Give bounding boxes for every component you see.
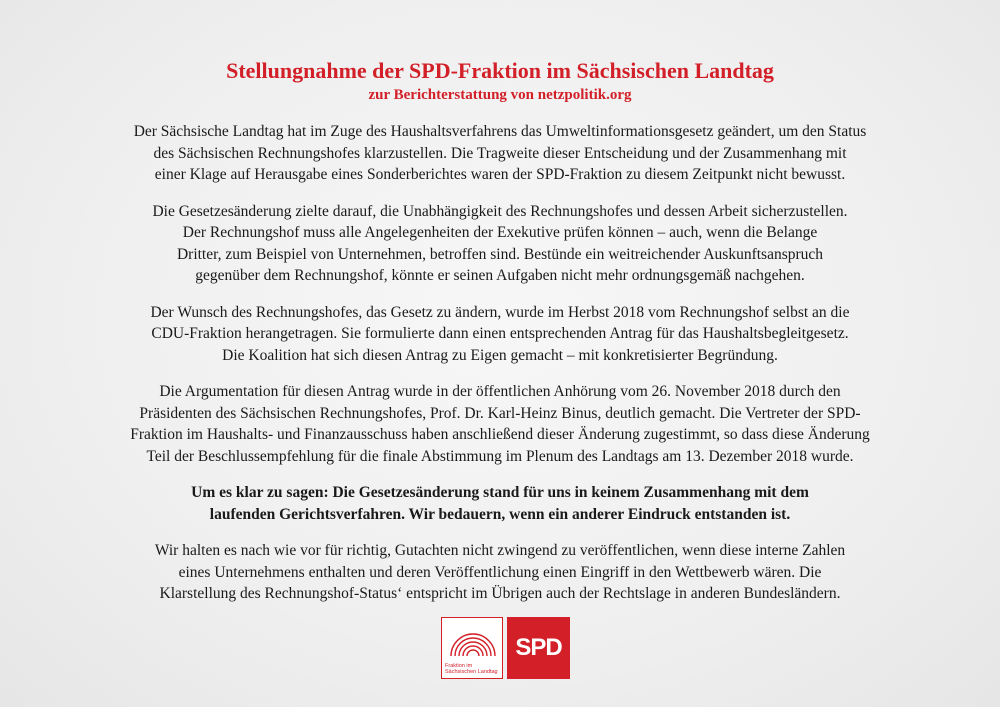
- spd-logo: SPD: [507, 617, 570, 679]
- paragraph-6: [70, 540, 930, 605]
- logo-group: [441, 617, 571, 681]
- text-line: laufenden Gerichtsverfahren. Wir bedauern, wenn ein anderer Eindruck entstanden ist.: [209, 505, 791, 523]
- text-line: Die Gesetzesänderung zielte darauf, die Unabhängigkeit des Rechnungshofes und dessen Arbeit sicherzustellen.: [152, 202, 848, 220]
- text-line: Wir halten es nach wie vor für richtig, Gutachten nicht zwingend zu veröffentlichen, wenn diese interne Zahlen: [154, 542, 846, 559]
- text-line: Der Wunsch des Rechnungshofes, das Gesetz zu ändern, wurde im Herbst 2018 vom Rechnungshof selbst an die: [150, 303, 850, 321]
- text-line: Der Sächsische Landtag hat im Zuge des Haushaltsverfahrens das Umweltinformationsgesetz geändert, um den Status: [133, 123, 867, 140]
- text-line: Die Koalition hat sich diesen Antrag zu Eigen gemacht – mit konkretisierter Begründung.: [222, 346, 778, 364]
- statement-body: [70, 121, 930, 620]
- text-line: Um es klar zu sagen: Die Gesetzesänderung stand für uns in keinem Zusammenhang mit dem: [191, 484, 809, 501]
- paragraph-3: [70, 302, 930, 367]
- paragraph-1: [70, 121, 930, 186]
- text-line: des Sächsischen Rechnungshofes klarzustellen. Die Tragweite dieser Entscheidung und der Zusammenhang mit: [153, 144, 847, 162]
- fraktion-logo-line2: Sächsischen Landtag: [445, 669, 498, 675]
- fraktion-logo-text: [445, 663, 501, 675]
- text-line: Präsidenten des Sächsischen Rechnungshofes, Prof. Dr. Karl-Heinz Binus, deutlich gemacht. Die Vertreter der SPD-: [139, 404, 861, 422]
- fraktion-logo: [441, 617, 503, 679]
- text-line: Fraktion im Haushalts- und Finanzausschuss haben anschließend dieser Änderung zugestimmt, so dass diese Änderung: [130, 426, 870, 443]
- page-subtitle: zur Berichterstattung von netzpolitik.org: [368, 87, 632, 103]
- text-line: Die Argumentation für diesen Antrag wurde in der öffentlichen Anhörung vom 26. November 2018 durch den: [159, 383, 841, 400]
- text-line: CDU-Fraktion herangetragen. Sie formulierte dann einen entsprechenden Antrag für das Haushaltsbegleitgesetz.: [151, 325, 849, 342]
- paragraph-5-emphasis: [70, 482, 930, 525]
- paragraph-4: [70, 381, 930, 467]
- paragraph-2: [70, 201, 930, 287]
- parliament-arch-icon: [448, 622, 498, 658]
- text-line: gegenüber dem Rechnungshof, könnte er seinen Aufgaben nicht mehr ordnungsgemäß nachgehen.: [195, 267, 805, 284]
- text-line: einer Klage auf Herausgabe eines Sonderberichtes waren der SPD-Fraktion zu diesem Zeitpunkt nicht bewusst.: [154, 166, 846, 183]
- page-title: Stellungnahme der SPD-Fraktion im Sächsischen Landtag: [226, 58, 774, 83]
- text-line: Der Rechnungshof muss alle Angelegenheiten der Exekutive prüfen können – auch, wenn die Belange: [182, 224, 818, 241]
- fraktion-logo-line1: Fraktion im: [445, 663, 473, 669]
- text-line: Teil der Beschlussempfehlung für die finale Abstimmung im Plenum des Landtags am 13. Dezember 2018 wurde.: [146, 447, 854, 465]
- text-line: Dritter, zum Beispiel von Unternehmen, betroffen sind. Bestünde ein weitreichender Auskunftsanspruch: [176, 245, 824, 263]
- text-line: eines Unternehmens enthalten und deren Veröffentlichung einen Eingriff in den Wettbewerb wären. Die: [178, 563, 822, 581]
- text-line: Klarstellung des Rechnungshof-Status‘ entspricht im Übrigen auch der Rechtslage in anderen Bundesländern.: [159, 585, 841, 602]
